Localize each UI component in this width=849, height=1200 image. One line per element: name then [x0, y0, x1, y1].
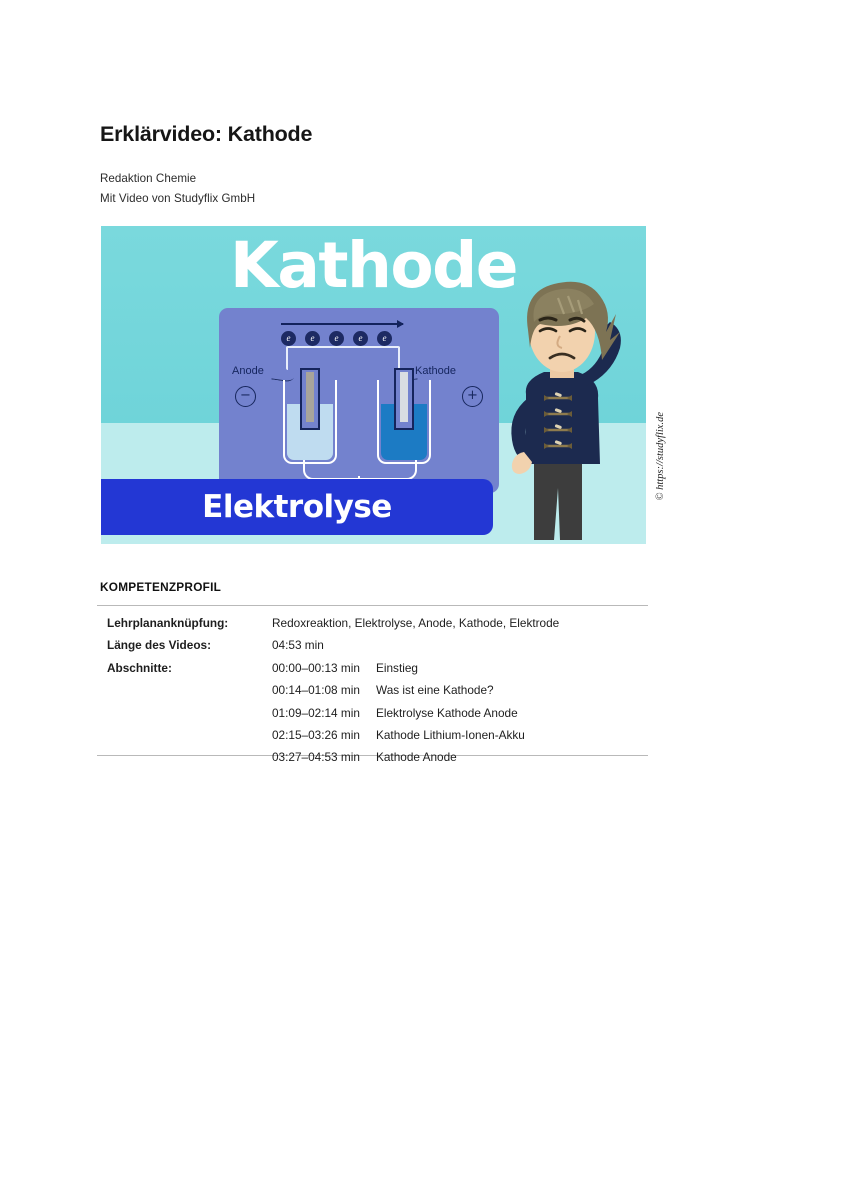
- elektrolyse-banner-label: Elektrolyse: [202, 489, 392, 525]
- anode-label: Anode: [232, 365, 264, 377]
- section-title: Elektrolyse Kathode Anode: [376, 705, 518, 720]
- section-time: 02:15–03:26 min: [272, 728, 360, 743]
- electrode-anode: [300, 368, 320, 430]
- byline-editor: Redaktion Chemie: [100, 172, 197, 185]
- electron-icon: e: [377, 331, 392, 346]
- table-row: [107, 702, 652, 724]
- table-row: [107, 746, 652, 768]
- table-row: [107, 679, 652, 701]
- elektrolyse-banner: [101, 479, 493, 535]
- table-row: [107, 657, 652, 679]
- row-value: 04:53 min: [272, 638, 324, 653]
- kompetenzprofil-table: [107, 612, 652, 769]
- electrolysis-diagram-panel: [219, 308, 499, 493]
- row-value: Redoxreaktion, Elektrolyse, Anode, Kathode, Elektrode: [272, 616, 560, 630]
- electrode-kathode: [394, 368, 414, 430]
- section-time: 00:14–01:08 min: [272, 683, 360, 698]
- electron-icon: e: [329, 331, 344, 346]
- row-label-empty: [107, 702, 272, 724]
- byline-source: Mit Video von Studyflix GmbH: [100, 192, 256, 205]
- row-label: Lehrplananknüpfung:: [107, 616, 229, 630]
- section-title: Kathode Lithium-Ionen-Akku: [376, 728, 525, 743]
- electrode-rod-right: [400, 372, 408, 422]
- section-time: 03:27–04:53 min: [272, 750, 360, 765]
- table-row: [107, 724, 652, 746]
- cartoon-character-illustration: [482, 274, 642, 544]
- electrode-rod-left: [306, 372, 314, 422]
- electron-icon: e: [353, 331, 368, 346]
- table-row: [107, 634, 652, 656]
- row-label-empty: [107, 679, 272, 701]
- electron-icon: e: [305, 331, 320, 346]
- section-title: Kathode Anode: [376, 750, 457, 765]
- section-title: Was ist eine Kathode?: [376, 683, 494, 698]
- hero-title-kathode: Kathode: [230, 229, 517, 302]
- row-label-empty: [107, 746, 272, 768]
- minus-sign-icon: −: [235, 386, 256, 407]
- section-title: Einstieg: [376, 660, 418, 675]
- salt-bridge: [303, 460, 417, 480]
- row-label-empty: [107, 724, 272, 746]
- kompetenzprofil-heading: KOMPETENZPROFIL: [100, 580, 222, 594]
- page-title: Erklärvideo: Kathode: [100, 122, 313, 146]
- electron-row: [281, 331, 392, 346]
- electron-flow-arrow-icon: [281, 323, 403, 325]
- kathode-label: Kathode: [415, 365, 456, 377]
- plus-sign-icon: +: [462, 386, 483, 407]
- row-label: Länge des Videos:: [107, 638, 212, 653]
- table-rule-top: [97, 605, 648, 606]
- video-thumbnail-image: [101, 226, 646, 544]
- row-label-abschnitte: Abschnitte:: [107, 660, 172, 675]
- circuit-wire: [286, 346, 400, 370]
- table-row: [107, 612, 652, 634]
- electron-icon: e: [281, 331, 296, 346]
- image-copyright-credit: © https://studyflix.de: [655, 412, 666, 501]
- section-time: 00:00–00:13 min: [272, 660, 360, 675]
- section-time: 01:09–02:14 min: [272, 705, 360, 720]
